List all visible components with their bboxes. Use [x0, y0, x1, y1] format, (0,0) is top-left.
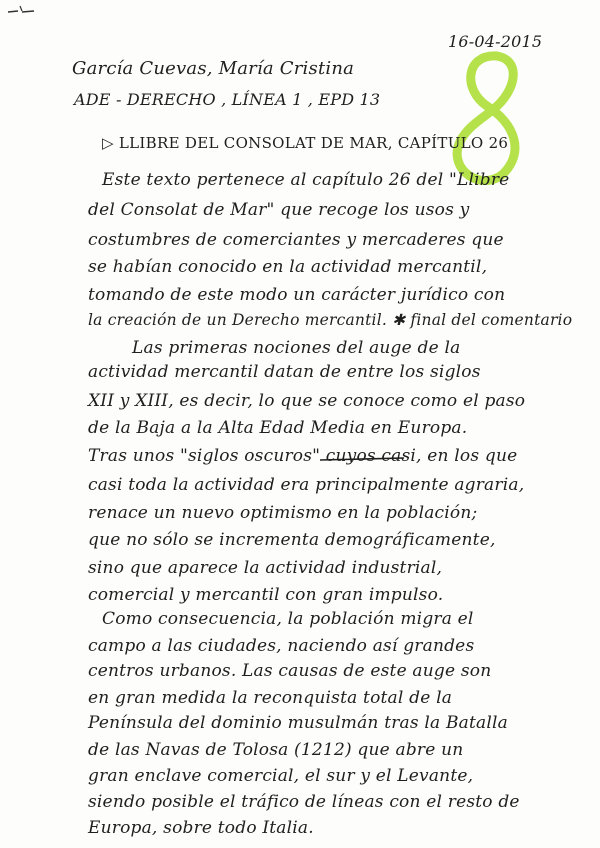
body-line: se habían conocido en la actividad mercantil, — [88, 257, 488, 277]
body-line: Europa, sobre todo Italia. — [88, 818, 314, 838]
body-line: de la Baja a la Alta Edad Media en Europa. — [88, 418, 468, 438]
body-line: costumbres de comerciantes y mercaderes que — [88, 230, 504, 250]
body-line: Como consecuencia, la población migra el — [102, 609, 474, 629]
date: 16-04-2015 — [448, 32, 543, 51]
corner-scribble-icon — [6, 2, 36, 16]
body-line: que no sólo se incrementa demográficamente, — [88, 530, 496, 550]
body-line: tomando de este modo un carácter jurídico con — [88, 285, 506, 305]
body-line: comercial y mercantil con gran impulso. — [88, 585, 444, 605]
body-line: renace un nuevo optimismo en la población; — [88, 503, 478, 523]
document-title: ▷ LLIBRE DEL CONSOLAT DE MAR, CAPÍTULO 26 — [102, 134, 509, 152]
body-line: actividad mercantil datan de entre los siglos — [88, 362, 481, 382]
body-line: Tras unos "siglos oscuros" cuyos casi, en los que — [88, 446, 518, 466]
course-line: ADE - DERECHO , LÍNEA 1 , EPD 13 — [74, 90, 381, 109]
body-line: la creación de un Derecho mercantil. ✱ final del comentario — [88, 311, 573, 329]
body-line: Este texto pertenece al capítulo 26 del "Llibre — [102, 170, 510, 190]
body-line: campo a las ciudades, naciendo así grandes — [88, 636, 475, 656]
strikethrough-mark — [318, 448, 408, 468]
body-line: casi toda la actividad era principalmente agraria, — [88, 475, 525, 495]
body-line: centros urbanos. Las causas de este auge son — [88, 661, 492, 681]
body-line: siendo posible el tráfico de líneas con el resto de — [88, 792, 520, 812]
body-line: sino que aparece la actividad industrial, — [88, 558, 443, 578]
grade-mark — [425, 48, 545, 188]
student-name: García Cuevas, María Cristina — [72, 58, 355, 79]
body-line: gran enclave comercial, el sur y el Levante, — [88, 766, 474, 786]
body-line: en gran medida la reconquista total de la — [88, 688, 453, 708]
body-line: XII y XIII, es decir, lo que se conoce como el paso — [88, 391, 526, 411]
body-line: Las primeras nociones del auge de la — [132, 338, 461, 358]
body-line: de las Navas de Tolosa (1212) que abre un — [88, 740, 464, 760]
body-line: del Consolat de Mar" que recoge los usos y — [88, 200, 470, 220]
body-line: Península del dominio musulmán tras la Batalla — [88, 713, 508, 733]
